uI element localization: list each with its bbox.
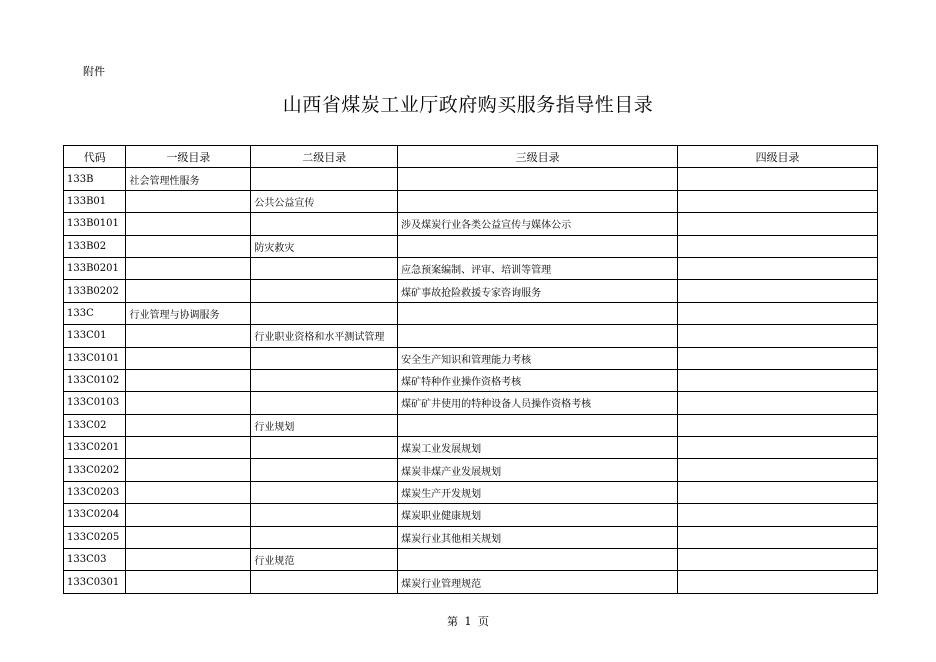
level4-cell [678,549,878,571]
level3-cell: 煤炭非煤产业发展规划 [398,459,678,481]
page-title: 山西省煤炭工业厅政府购买服务指导性目录 [282,94,654,116]
header-level3: 三级目录 [398,146,678,168]
table-row [64,369,878,391]
level2-cell [251,481,398,503]
level3-cell: 煤矿特种作业操作资格考核 [398,369,678,391]
code-cell: 133B01 [64,190,126,212]
level3-cell [398,414,678,436]
table-row [64,459,878,481]
level2-cell [251,504,398,526]
level4-cell [678,526,878,548]
level1-cell [126,190,251,212]
level2-cell: 行业职业资格和水平测试管理 [251,325,398,347]
level1-cell [126,571,251,593]
level2-cell [251,168,398,190]
catalog-table [63,145,878,594]
level2-cell [251,280,398,302]
code-cell: 133B0201 [64,257,126,279]
level1-cell [126,213,251,235]
code-cell: 133C02 [64,414,126,436]
level1-cell [126,235,251,257]
table-row [64,235,878,257]
table-row [64,302,878,324]
level2-cell [251,526,398,548]
level4-cell [678,392,878,414]
table-row [64,347,878,369]
code-cell: 133C0301 [64,571,126,593]
level3-cell [398,302,678,324]
code-cell: 133C01 [64,325,126,347]
table-row [64,168,878,190]
level3-cell: 煤矿矿井使用的特种设备人员操作资格考核 [398,392,678,414]
level4-cell [678,190,878,212]
level3-cell: 煤矿事故抢险救援专家咨询服务 [398,280,678,302]
level4-cell [678,459,878,481]
level4-cell [678,213,878,235]
table-row [64,280,878,302]
level1-cell [126,280,251,302]
table-row [64,213,878,235]
table-row [64,414,878,436]
level1-cell: 社会管理性服务 [126,168,251,190]
table-row [64,504,878,526]
level4-cell [678,369,878,391]
code-cell: 133C0201 [64,437,126,459]
level4-cell [678,571,878,593]
level3-cell [398,168,678,190]
code-cell: 133C0204 [64,504,126,526]
level3-cell: 煤炭行业管理规范 [398,571,678,593]
level1-cell [126,325,251,347]
level2-cell: 公共公益宣传 [251,190,398,212]
level1-cell [126,347,251,369]
level4-cell [678,235,878,257]
level2-cell [251,437,398,459]
table-row [64,257,878,279]
table-row [64,526,878,548]
table-row [64,392,878,414]
level1-cell [126,459,251,481]
table-body [64,168,878,593]
level3-cell: 涉及煤炭行业各类公益宣传与媒体公示 [398,213,678,235]
code-cell: 133C0205 [64,526,126,548]
level3-cell: 安全生产知识和管理能力考核 [398,347,678,369]
level2-cell [251,459,398,481]
level3-cell [398,190,678,212]
table-header-row [64,146,878,168]
level4-cell [678,414,878,436]
level4-cell [678,437,878,459]
level2-cell [251,347,398,369]
level3-cell: 煤炭行业其他相关规划 [398,526,678,548]
level1-cell [126,392,251,414]
level4-cell [678,280,878,302]
level1-cell [126,481,251,503]
level2-cell [251,213,398,235]
level1-cell [126,414,251,436]
level1-cell [126,257,251,279]
code-cell: 133B0101 [64,213,126,235]
level1-cell [126,369,251,391]
level1-cell [126,504,251,526]
level4-cell [678,168,878,190]
table-row [64,437,878,459]
level2-cell [251,571,398,593]
level1-cell [126,526,251,548]
code-cell: 133B0202 [64,280,126,302]
code-cell: 133C0101 [64,347,126,369]
header-code: 代码 [64,146,126,168]
page-number: 第 1 页 [447,615,489,628]
level2-cell [251,392,398,414]
table-row [64,481,878,503]
level3-cell [398,235,678,257]
code-cell: 133C0202 [64,459,126,481]
header-level2: 二级目录 [251,146,398,168]
level1-cell [126,549,251,571]
table-row [64,190,878,212]
level4-cell [678,481,878,503]
header-level1: 一级目录 [126,146,251,168]
level3-cell: 煤炭生产开发规划 [398,481,678,503]
level1-cell [126,437,251,459]
table-row [64,325,878,347]
header-level4: 四级目录 [678,146,878,168]
code-cell: 133C0103 [64,392,126,414]
level2-cell [251,302,398,324]
level2-cell: 防灾救灾 [251,235,398,257]
table-row [64,549,878,571]
level4-cell [678,347,878,369]
level4-cell [678,504,878,526]
table-row [64,571,878,593]
level3-cell: 煤炭职业健康规划 [398,504,678,526]
code-cell: 133C0102 [64,369,126,391]
level3-cell: 煤炭工业发展规划 [398,437,678,459]
level3-cell [398,549,678,571]
level2-cell: 行业规划 [251,414,398,436]
code-cell: 133C [64,302,126,324]
code-cell: 133B02 [64,235,126,257]
level2-cell [251,257,398,279]
level4-cell [678,302,878,324]
level1-cell: 行业管理与协调服务 [126,302,251,324]
level4-cell [678,257,878,279]
code-cell: 133C0203 [64,481,126,503]
level2-cell: 行业规范 [251,549,398,571]
attachment-label: 附件 [83,65,105,78]
level3-cell: 应急预案编制、评审、培训等管理 [398,257,678,279]
level2-cell [251,369,398,391]
code-cell: 133B [64,168,126,190]
code-cell: 133C03 [64,549,126,571]
level3-cell [398,325,678,347]
level4-cell [678,325,878,347]
